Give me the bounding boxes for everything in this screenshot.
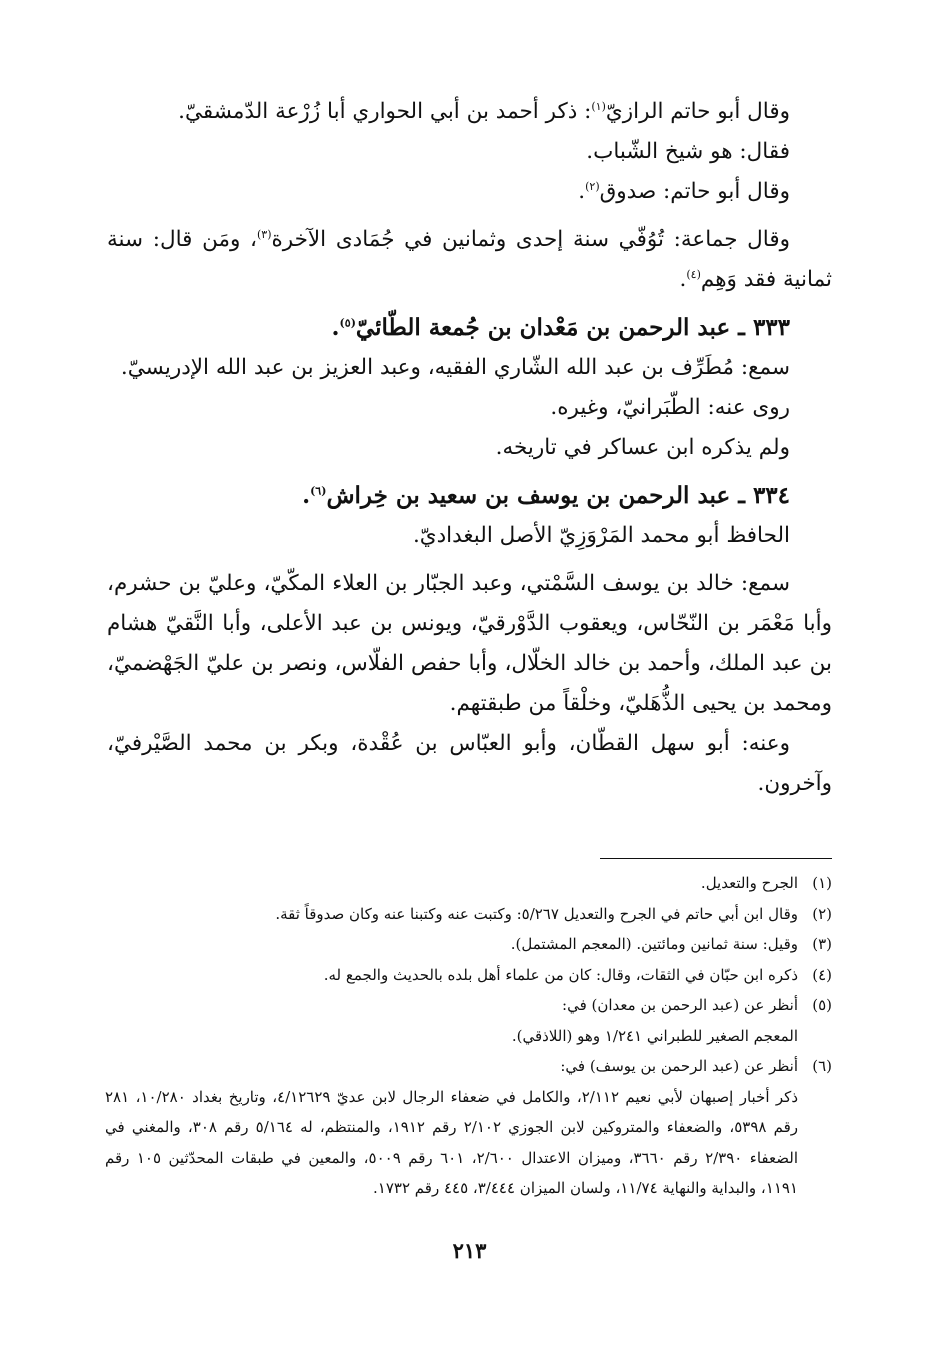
footnote-text: المعجم الصغير للطبراني ١/٢٤١ وهو (اللاذقي). xyxy=(511,1026,798,1045)
paragraph-saduq xyxy=(107,172,832,212)
footnote-text: أنظر عن (عبد الرحمن بن يوسف) في: xyxy=(560,1057,798,1075)
entry-heading-333 xyxy=(107,308,832,348)
heading-text: . xyxy=(302,482,311,509)
paragraph-death xyxy=(107,220,832,300)
footnote-2 xyxy=(105,899,832,930)
paragraph-text: : ذكر أحمد بن أبي الحواري أبا زُرْعة الدّمشقيّ. xyxy=(178,99,592,124)
paragraph-text: وقال أبو حاتم: صدوق xyxy=(599,179,790,204)
footnote-separator xyxy=(600,858,832,859)
paragraph-text: فقال: هو شيخ الشّباب. xyxy=(586,139,790,164)
footnote-text: أنظر عن (عبد الرحمن بن معدان) في: xyxy=(562,996,798,1014)
footnote-ref[interactable]: (٢) xyxy=(585,179,600,193)
footnote-number: (١) xyxy=(812,874,832,892)
entry-333-line: سمع: مُطَرِّف بن عبد الله الشّاري الفقيه، وعبد العزيز بن عبد الله الإدريسيّ. xyxy=(120,355,790,380)
paragraph-text: وقال جماعة: تُوُفّي سنة إحدى وثمانين في جُمَادى الآخرة xyxy=(271,227,791,252)
entry-333-line: ولم يذكره ابن عساكر في تاريخه. xyxy=(495,435,790,460)
entry-333-line: روى عنه: الطّبَرانيّ، وغيره. xyxy=(550,395,790,420)
footnote-text: ذكر أخبار إصبهان لأبي نعيم ٢/١١٢، والكامل في ضعفاء الرجال لابن عديّ ٤/١٢٦٢٩، وتاريخ بغداد ١٠/٢٨٠، ٢٨١ رقم ٥٣٩٨، والضعفاء والمتروكين لابن الجوزي ٢/١٠٢ رقم ١٩١٢، والمنتظم، له ٥/١٦٤ رقم ٣٠٨، والمغني في الضعفاء ٢/٣٩٠ رقم ٣٦٦٠، وميزان الاعتدال ٢/٦٠٠، ٦٠١ رقم ٥٠٠٩، والمعين في طبقات المحدّثين ١٠٥ رقم ١١٩١، والبداية والنهاية ١١/٧٤، ولسان الميزان ٣/٤٤٤، ٤٤٥ رقم ١٧٣٢. xyxy=(105,1087,799,1197)
entry-334-line: سمع: خالد بن يوسف السَّمْتي، وعبد الجبّار بن العلاء المكّيّ، وعليّ بن حشرم، وأبا مَعْمَر بن النّحّاس، ويعقوب الدَّوْرقيّ، ويونس بن عبد الأعلى، وأبا النَّقيّ هشام بن عبد الملك، وأحمد بن خالد الخلّال، وأبا حفص الفلّاس، ونصر بن عليّ الجَهْضميّ، ومحمد بن يحيى الذُّهَليّ، وخلْقاً من طبقتهم. xyxy=(107,571,832,716)
paragraph-text: ، ومَن قال: سنة ثمانية فقد وَهِم xyxy=(107,227,832,292)
footnote-3 xyxy=(105,929,832,960)
footnote-number: (٣) xyxy=(812,935,832,953)
paragraph-text: وقال أبو حاتم الرازيّ xyxy=(605,99,790,124)
footnote-number: (٤) xyxy=(812,965,832,984)
paragraph-text: . xyxy=(578,179,586,204)
footnotes xyxy=(105,868,832,1204)
footnote-text: الجرح والتعديل. xyxy=(700,874,798,892)
footnote-text: وقيل: سنة ثمانين ومائتين. (المعجم المشتمل). xyxy=(510,935,798,953)
footnote-number: (٦) xyxy=(812,1057,832,1075)
heading-text: ٣٣٤ ـ عبد الرحمن بن يوسف بن سعيد بن خِراش xyxy=(326,482,790,509)
paragraph-faqal xyxy=(107,132,832,172)
entry-heading-334 xyxy=(107,476,832,516)
footnote-ref[interactable]: (٤) xyxy=(686,267,701,281)
main-text xyxy=(107,92,832,804)
footnote-1 xyxy=(105,868,832,899)
footnote-4 xyxy=(105,960,832,991)
footnote-text: ذكره ابن حبّان في الثقات، وقال: كان من علماء أهل بلده بالحديث والجمع له. xyxy=(323,965,798,984)
footnote-number: (٥) xyxy=(812,996,832,1014)
entry-334-line: الحافظ أبو محمد المَرْوَزِيّ الأصل البغداديّ. xyxy=(412,523,790,548)
heading-text: ٣٣٣ ـ عبد الرحمن بن مَعْدان بن جُمعة الطّائيّ xyxy=(355,314,790,341)
footnote-6 xyxy=(105,1051,832,1204)
heading-text: . xyxy=(331,314,340,341)
footnote-ref[interactable]: (٦) xyxy=(310,484,327,498)
footnote-5 xyxy=(105,990,832,1051)
footnote-ref[interactable]: (٥) xyxy=(339,316,356,330)
paragraph-text: . xyxy=(679,267,687,292)
footnote-number: (٢) xyxy=(812,904,832,923)
footnote-ref[interactable]: (٣) xyxy=(256,227,272,241)
footnote-text: وقال ابن أبي حاتم في الجرح والتعديل ٥/٢٦٧: وكتبت عنه وكتبنا عنه وكان صدوقاً ثقة. xyxy=(275,904,798,923)
footnote-ref[interactable]: (١) xyxy=(591,99,606,113)
entry-334-line: وعنه: أبو سهل القطّان، وأبو العبّاس بن عُقْدة، وبكر بن محمد الصَّيْرفيّ، وآخرون. xyxy=(107,731,832,796)
paragraph-abu-hatim xyxy=(107,92,832,132)
page-number: ٢١٣ xyxy=(452,1238,487,1263)
